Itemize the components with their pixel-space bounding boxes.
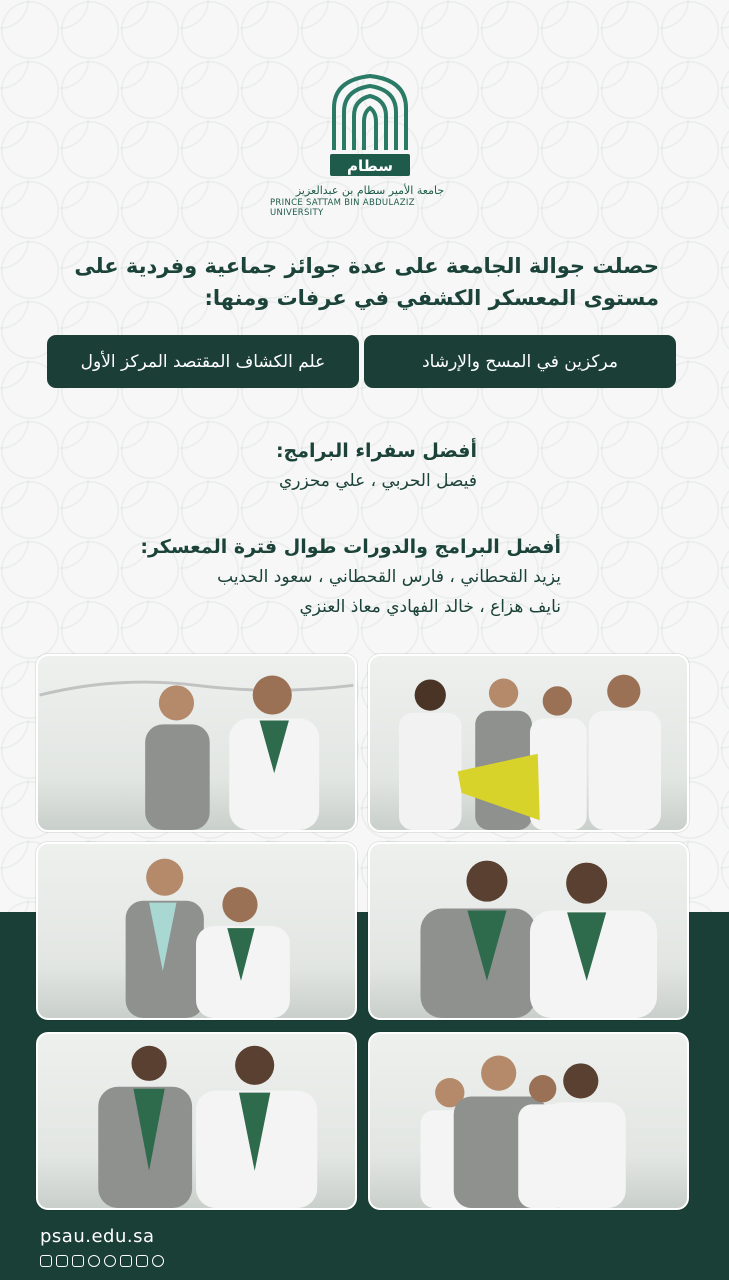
headline <box>40 250 659 314</box>
photo-2 <box>368 654 689 832</box>
website-url[interactable]: psau.edu.sa <box>40 1226 155 1247</box>
photo-6 <box>368 1032 689 1210</box>
scouts-photo-icon <box>370 1034 687 1208</box>
photo-1 <box>36 654 357 832</box>
logo-arabic-name: جامعة الأمير سطام بن عبدالعزيز <box>295 184 445 197</box>
photo-4 <box>368 842 689 1020</box>
headline-line-2: مستوى المعسكر الكشفي في عرفات ومنها: <box>204 286 659 310</box>
social-icons <box>40 1255 164 1267</box>
scouts-photo-icon <box>370 656 687 830</box>
award-pill-survey: مركزين في المسح والإرشاد <box>364 335 676 388</box>
scouts-photo-icon <box>38 1034 355 1208</box>
telegram-icon[interactable] <box>40 1255 52 1267</box>
university-logo <box>270 72 470 222</box>
programs-line-2: نايف هزاع ، خالد الفهادي معاذ العنزي <box>299 597 561 617</box>
ghost-icon[interactable] <box>152 1255 164 1267</box>
linkedin-icon[interactable] <box>136 1255 148 1267</box>
university-emblem-icon <box>328 72 412 182</box>
ambassadors-names: فيصل الحربي ، علي محزري <box>278 471 477 491</box>
programs-heading: أفضل البرامج والدورات طوال فترة المعسكر: <box>140 536 561 558</box>
programs-line-1: يزيد القحطاني ، فارس القحطاني ، سعود الحديب <box>217 567 561 587</box>
award-pill-flag: علم الكشاف المقتصد المركز الأول <box>47 335 359 388</box>
snapchat-icon[interactable] <box>104 1255 116 1267</box>
svg-text:سطام: سطام <box>347 157 393 175</box>
x-icon[interactable] <box>88 1255 100 1267</box>
scouts-photo-icon <box>370 844 687 1018</box>
programs-section <box>140 532 561 622</box>
ambassadors-section <box>276 436 477 496</box>
scouts-photo-icon <box>38 656 355 830</box>
instagram-icon[interactable] <box>56 1255 68 1267</box>
photo-5 <box>36 1032 357 1210</box>
photo-3 <box>36 842 357 1020</box>
ambassadors-heading: أفضل سفراء البرامج: <box>275 440 477 462</box>
headline-line-1: حصلت جوالة الجامعة على عدة جوائز جماعية وفردية على <box>74 254 659 278</box>
facebook-icon[interactable] <box>120 1255 132 1267</box>
youtube-icon[interactable] <box>72 1255 84 1267</box>
scouts-photo-icon <box>38 844 355 1018</box>
logo-english-name: PRINCE SATTAM BIN ABDULAZIZ UNIVERSITY <box>270 198 415 218</box>
